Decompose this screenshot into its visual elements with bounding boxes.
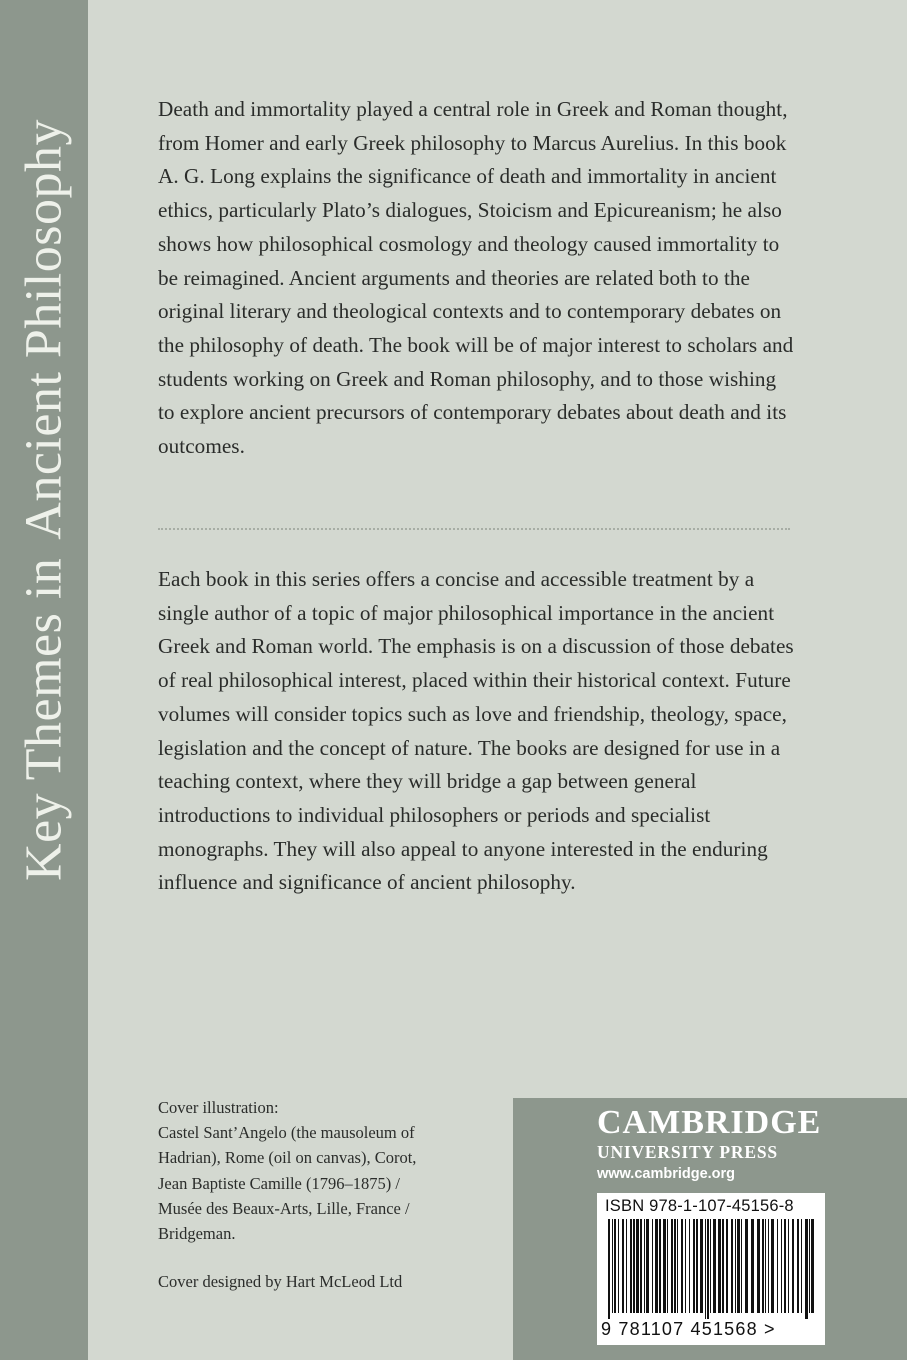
barcode-bar <box>674 1219 676 1313</box>
barcode-bar <box>671 1219 673 1313</box>
series-description: Each book in this series offers a concise and accessible treatment by a single author of a topic of major philosophical importance in the ancient Greek and Roman world. The emphasis is on a discussion of those debates of real philosophical interest, placed within their historical context. Future volumes will consider topics such as love and friendship, theology, space, legislation and the concept of nature. The books are designed for use in a teaching context, where they will bridge a gap between general introductions to individual philosophers or periods and specialist monographs. They will also appeal to anyone interested in the enduring influence and significance of ancient philosophy. <box>158 567 794 895</box>
barcode-bar <box>788 1219 789 1313</box>
barcode-bar <box>751 1219 754 1313</box>
barcode-bars <box>606 1219 816 1319</box>
barcode-bar <box>640 1219 642 1313</box>
series-title-line2: Ancient Philosophy <box>15 119 73 540</box>
barcode-bar <box>710 1219 711 1313</box>
barcode-bar <box>731 1219 733 1313</box>
publisher-subtitle: UNIVERSITY PRESS <box>597 1142 778 1162</box>
barcode-bar <box>700 1219 703 1313</box>
barcode-bar <box>757 1219 760 1313</box>
barcode-bar <box>741 1219 742 1313</box>
barcode-bar <box>693 1219 695 1313</box>
barcode-bar <box>726 1219 728 1313</box>
barcode-bar <box>612 1219 613 1313</box>
credit-line: Cover illustration: <box>158 1098 279 1117</box>
barcode-bar <box>713 1219 716 1313</box>
barcode-bar <box>659 1219 661 1313</box>
barcode-bar <box>646 1219 649 1313</box>
barcode-bar <box>677 1219 678 1313</box>
barcode-bar <box>718 1219 721 1313</box>
barcode-bar <box>626 1219 627 1313</box>
isbn-label: ISBN 978-1-107-45156-8 <box>605 1197 794 1215</box>
barcode-bar <box>771 1219 774 1313</box>
barcode-bar <box>618 1219 619 1313</box>
barcode-bar <box>633 1219 635 1313</box>
series-title <box>0 0 88 1360</box>
barcode-bar <box>652 1219 653 1313</box>
barcode-bar <box>707 1219 709 1319</box>
barcode-bar <box>722 1219 724 1313</box>
barcode-bar <box>667 1219 668 1313</box>
barcode-bar <box>805 1219 808 1319</box>
barcode-bar <box>685 1219 686 1313</box>
barcode-bar <box>792 1219 794 1313</box>
barcode-bar <box>781 1219 782 1313</box>
series-title-rotated <box>15 119 74 881</box>
barcode-bar <box>801 1219 802 1313</box>
barcode-bar <box>809 1219 810 1313</box>
barcode-bar <box>636 1219 639 1313</box>
barcode-bar <box>689 1219 690 1313</box>
barcode-bar <box>614 1219 616 1313</box>
credit-line: Musée des Beaux-Arts, Lille, France / <box>158 1198 410 1218</box>
barcode-bar <box>768 1219 769 1313</box>
credit-line: Jean Baptiste Camille (1796–1875) / <box>158 1173 400 1193</box>
credit-line: Hadrian), Rome (oil on canvas), Corot, <box>158 1148 417 1168</box>
credit-line: Castel Sant’Angelo (the mausoleum of <box>158 1123 415 1143</box>
barcode-bar <box>777 1219 778 1313</box>
barcode-bar <box>735 1219 736 1313</box>
barcode-bar <box>811 1219 814 1313</box>
barcode-bar <box>655 1219 658 1313</box>
dotted-divider <box>158 528 790 530</box>
barcode-bar <box>622 1219 624 1313</box>
credit-line: Bridgeman. <box>158 1224 236 1244</box>
barcode-bar <box>644 1219 645 1313</box>
publisher-name: CAMBRIDGE <box>597 1104 822 1141</box>
barcode-bar <box>705 1219 706 1319</box>
barcode-bar <box>608 1219 610 1319</box>
barcode-bar <box>737 1219 740 1313</box>
barcode-digits: 9 781107 451568 > <box>601 1319 776 1339</box>
barcode-bar <box>681 1219 683 1313</box>
cover-credits <box>158 1095 488 1246</box>
publisher-url[interactable]: www.cambridge.org <box>597 1166 736 1182</box>
barcode-bar <box>630 1219 632 1313</box>
barcode-bar <box>663 1219 666 1313</box>
barcode-bar <box>762 1219 764 1313</box>
barcode-bar <box>765 1219 766 1313</box>
book-description: Death and immortality played a central role in Greek and Roman thought, from Homer and early Greek philosophy to Marcus Aurelius. In this book A. G. Long explains the significance of death and immortality in ancient ethics, particularly Plato’s dialogues, Stoicism and Epicureanism; he also shows how philosophical cosmology and theology caused immortality to be reimagined. Ancient arguments and theories are related both to the original literary and theological contexts and to contemporary debates on the philosophy of death. The book will be of major interest to scholars and students working on Greek and Roman philosophy, and to those wishing to explore ancient precursors of contemporary debates about death and its outcomes. <box>158 97 794 459</box>
series-title-line1: Key Themes in <box>15 557 73 881</box>
barcode-bar <box>797 1219 799 1313</box>
barcode-bar <box>696 1219 698 1313</box>
cover-designer: Cover designed by Hart McLeod Ltd <box>158 1272 403 1291</box>
barcode-bar <box>784 1219 786 1313</box>
barcode-bar <box>745 1219 748 1313</box>
